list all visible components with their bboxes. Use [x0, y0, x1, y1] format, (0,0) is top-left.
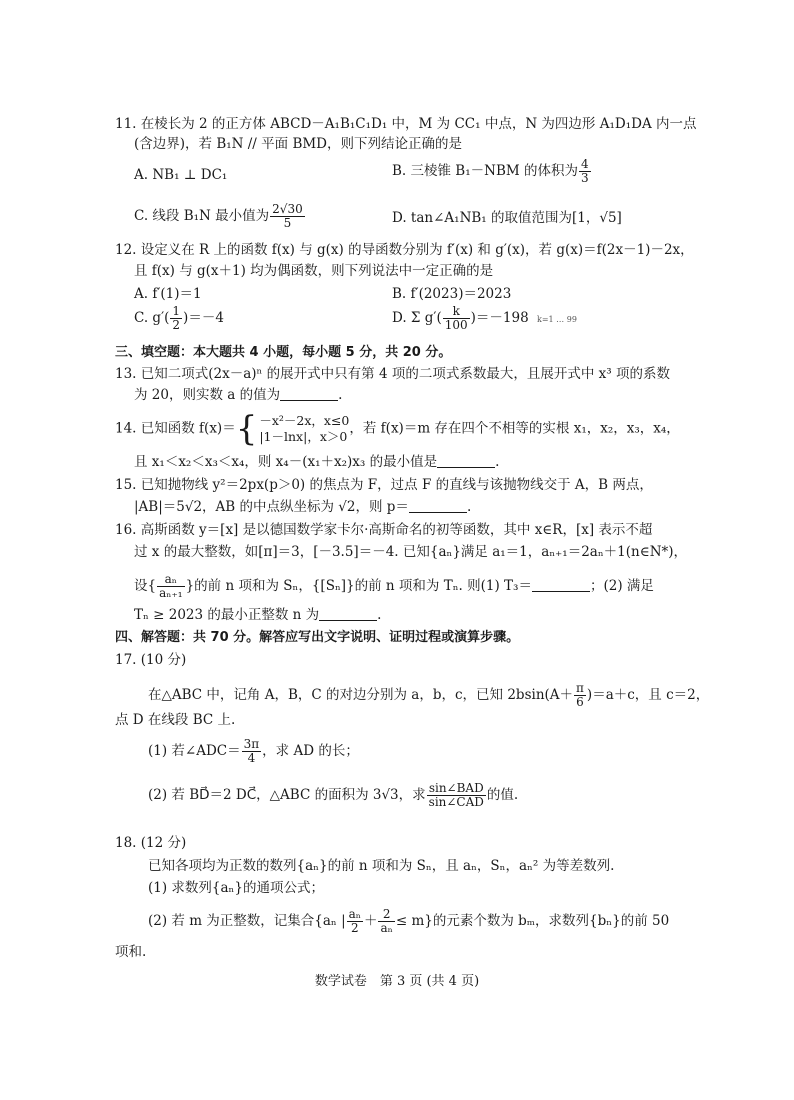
q17-stem-line2: 点 D 在线段 BC 上.: [115, 712, 236, 728]
q17-line1-post: )＝a＋c，且 c＝2，: [586, 687, 710, 703]
q17-fraction-pi6: $\frac{\pi}{6}$: [576, 681, 584, 709]
q11-option-c-fraction: $\frac{2√30}{5}$: [272, 202, 303, 230]
q16-answer-blank-1[interactable]: [532, 577, 590, 592]
q18-fraction-1: $\frac{\text{aₙ}}{2}$: [348, 907, 361, 935]
q12-option-d-fraction: $\frac{k}{100}$: [444, 304, 468, 332]
q13-answer-blank[interactable]: [280, 386, 338, 401]
q18-part1: (1) 求数列{aₙ}的通项公式；: [148, 880, 324, 896]
q18-part2-post: ≤ m}的元素个数为 bₘ，求数列{bₙ}的前 50: [395, 913, 670, 929]
q14-stem-line1: [115, 409, 680, 449]
q14-piecewise-cases: [259, 413, 349, 445]
q12-option-c-post: )＝－4: [183, 310, 224, 326]
q11-option-c: [134, 203, 306, 230]
q17-part1: [148, 738, 359, 765]
q18-fraction-2: $\frac{2}{\text{aₙ}}$: [380, 907, 393, 935]
q11-stem-line2: (含边界)，若 B₁N // 平面 BMD，则下列结论正确的是: [134, 136, 463, 152]
q12-option-d: [392, 305, 577, 332]
q18-plus: ＋: [363, 913, 378, 929]
q17-part2: [148, 782, 518, 809]
q12-option-c-pre: C. g′(: [134, 310, 170, 326]
q12-stem-line2: 且 f(x) 与 g(x＋1) 均为偶函数，则下列说法中一定正确的是: [134, 263, 494, 279]
q14-case-2: |1－lnx|，x＞0: [259, 429, 348, 444]
q18-stem: 已知各项均为正数的数列{aₙ}的前 n 项和为 Sₙ，且 aₙ，Sₙ，aₙ² 为等差数列.: [148, 858, 615, 874]
q12-option-a: A. f′(1)＝1: [134, 286, 202, 302]
section-4-heading: 四、解答题：共 70 分。解答应写出文字说明、证明过程或演算步骤。: [115, 630, 520, 645]
q17-line1-pre: 在△ABC 中，记角 A，B，C 的对边分别为 a，b，c，已知 2bsin(A＋: [148, 687, 574, 703]
q12-option-c-fraction: $\frac{1}{2}$: [172, 304, 181, 332]
q15-stem-text: |AB|＝5√2，AB 的中点纵坐标为 √2，则 p＝: [134, 499, 409, 515]
q12-option-d-sum-limits: k=1 … 99: [537, 315, 577, 324]
q11-option-b-text: B. 三棱锥 B₁－NBM 的体积为: [392, 163, 578, 179]
q18-part2-line2: 项和.: [115, 944, 147, 960]
q16-line3-pre: 设{: [134, 578, 157, 594]
q14-stem-post: ，若 f(x)＝m 存在四个不相等的实根 x₁，x₂，x₃，x₄，: [349, 420, 680, 437]
q17-part2-pre: (2) 若 BD⃗＝2 DC⃗，△ABC 的面积为 3√3，求: [148, 787, 426, 803]
q18-part2: [148, 908, 669, 935]
q16-line3-tail: ；(2) 满足: [589, 578, 654, 594]
q15-stem-line2: |AB|＝5√2，AB 的中点纵坐标为 √2，则 p＝ .: [134, 499, 472, 515]
q16-stem-line2: 过 x 的最大整数，如[π]＝3，[－3.5]＝－4. 已知{aₙ}满足 a₁＝1，aₙ₊₁＝2aₙ＋1(n∈N*)，: [134, 544, 688, 560]
q11-option-d: D. tan∠A₁NB₁ 的取值范围为[1，√5]: [392, 210, 622, 226]
q14-stem-line2: 且 x₁＜x₂＜x₃＜x₄，则 x₄－(x₁＋x₂)x₃ 的最小值是 .: [134, 454, 500, 470]
q16-stem-line4: Tₙ ≥ 2023 的最小正整数 n 为 .: [134, 607, 382, 623]
q17-title: 17. (10 分): [115, 652, 187, 668]
q17-part2-post: 的值.: [486, 787, 519, 803]
q16-line3-post: }的前 n 项和为 Sₙ，{[Sₙ]}的前 n 项和为 Tₙ. 则(1) T₃＝: [185, 578, 532, 594]
q16-line4-text: Tₙ ≥ 2023 的最小正整数 n 为: [134, 607, 320, 623]
q18-part2-pre: (2) 若 m 为正整数，记集合{aₙ |: [148, 913, 346, 929]
q17-part1-pre: (1) 若∠ADC＝: [148, 743, 241, 759]
q14-stem-pre: 14. 已知函数 f(x)＝: [115, 420, 236, 437]
q14-piecewise-brace: {: [235, 409, 258, 449]
q13-stem-text: 为 20，则实数 a 的值为: [134, 387, 281, 403]
q12-option-d-post: )＝－198: [470, 310, 529, 326]
q12-stem-line1: 12. 设定义在 R 上的函数 f(x) 与 g(x) 的导函数分别为 f′(x) 和 g′(x)，若 g(x)＝f(2x－1)－2x，: [115, 242, 694, 258]
q17-part1-fraction: $\frac{3\pi}{4}$: [243, 737, 260, 765]
q11-option-c-text: C. 线段 B₁N 最小值为: [134, 208, 270, 224]
section-3-heading: 三、填空题：本大题共 4 小题，每小题 5 分，共 20 分。: [115, 345, 452, 360]
q16-answer-blank-2[interactable]: [319, 606, 377, 621]
q11-stem-line1: 11. 在棱长为 2 的正方体 ABCD－A₁B₁C₁D₁ 中，M 为 CC₁ 中点，N 为四边形 A₁D₁DA 内一点: [115, 116, 697, 132]
q13-stem-line2: 为 20，则实数 a 的值为 .: [134, 387, 343, 403]
q17-part1-post: ，求 AD 的长；: [262, 743, 359, 759]
q15-stem-line1: 15. 已知抛物线 y²＝2px(p＞0) 的焦点为 F，过点 F 的直线与该抛物线交于 A，B 两点，: [115, 477, 653, 493]
q16-stem-line3: [134, 573, 654, 600]
q16-fraction: $\frac{\text{aₙ}}{\text{aₙ₊₁}}$: [159, 572, 183, 600]
q12-option-d-pre: D. Σ g′(: [392, 310, 442, 326]
q14-answer-blank[interactable]: [437, 453, 495, 468]
q17-stem-line1: [148, 682, 709, 709]
q16-stem-line1: 16. 高斯函数 y＝[x] 是以德国数学家卡尔·高斯命名的初等函数，其中 x∈R，[x] 表示不超: [115, 522, 653, 538]
q17-part2-fraction: $\frac{\text{sin∠BAD}}{\text{sin∠CAD}}$: [428, 781, 484, 809]
q15-answer-blank[interactable]: [409, 498, 467, 513]
q14-stem-text: 且 x₁＜x₂＜x₃＜x₄，则 x₄－(x₁＋x₂)x₃ 的最小值是: [134, 454, 438, 470]
q11-option-b: [392, 158, 592, 185]
q11-option-a: A. NB₁ ⊥ DC₁: [134, 167, 228, 183]
q12-option-c: [134, 305, 224, 332]
q13-stem-line1: 13. 已知二项式(2x－a)ⁿ 的展开式中只有第 4 项的二项式系数最大，且展开式中 x³ 项的系数: [115, 366, 670, 382]
page-footer: 数学试卷 第 3 页 (共 4 页): [314, 974, 480, 989]
q14-case-1: －x²－2x，x≤0: [259, 413, 350, 428]
q18-title: 18. (12 分): [115, 835, 187, 851]
q11-option-b-fraction: $\frac{4}{3}$: [580, 157, 589, 185]
q12-option-b: B. f′(2023)＝2023: [392, 286, 512, 302]
